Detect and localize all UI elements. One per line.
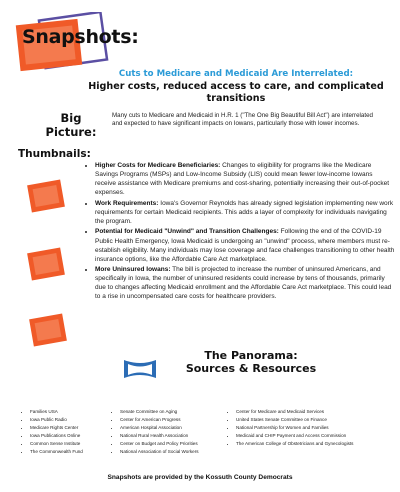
big-picture-label: Big Picture: xyxy=(45,111,97,139)
item-text: Changes to eligibility for programs like the Medicare Savings Programs (MSPs) and Low-Income Subsidy (LIS) could mean fewer low-income Iowans receive assistance with Medicare premiums and cost-sharing, potentially increasing their out-of-pocket expenses. xyxy=(95,162,390,197)
list-item: • National Association of Social Workers xyxy=(120,448,230,456)
list-item xyxy=(95,227,395,263)
resources-column-3 xyxy=(228,408,400,448)
list-item: • Families USA xyxy=(30,408,112,416)
panorama-icon xyxy=(120,354,160,384)
headline: Higher costs, reduced access to care, and complicated transitions xyxy=(88,81,384,104)
panorama-title-line2: Sources & Resources xyxy=(185,361,317,375)
photo-icon xyxy=(24,310,74,352)
list-item xyxy=(95,161,395,197)
list-item: • Center for Medicare and Medicaid Services xyxy=(236,408,400,416)
photo-icon xyxy=(22,176,72,218)
resources-column-2 xyxy=(112,408,230,455)
list-item: • Center on Budget and Policy Priorities xyxy=(120,440,230,448)
item-title: Potential for Medicaid "Unwind" and Transition Challenges: xyxy=(95,228,279,236)
list-item: • Medicare Rights Center xyxy=(30,424,112,432)
resources-column-1 xyxy=(22,408,112,455)
panorama-title xyxy=(166,350,336,375)
list-item: • The Commonwealth Fund xyxy=(30,448,112,456)
list-item: • Common Sense Institute xyxy=(30,440,112,448)
list-item: • National Rural Health Association xyxy=(120,432,230,440)
list-item xyxy=(95,199,395,226)
item-text: The bill is projected to increase the number of uninsured Americans, and specifically in Iowa, the number of uninsured residents could increase by tens of thousands, primarily due to changes affecting Medicaid enrollment and the Affordable Care Act marketplace. This could lead to a rise in uncompensated care costs for healthcare providers. xyxy=(95,266,392,301)
big-picture-text: Many cuts to Medicare and Medicaid in H.R. 1 ("The One Big Beautiful Bill Act") are interrelated and expected to have significant impacts on Iowans, particularly those with lower incomes. xyxy=(112,112,373,128)
list-item: • National Partnership for Women and Families xyxy=(236,424,400,432)
photo-icon xyxy=(22,244,72,286)
list-item: • United States Senate Committee on Finance xyxy=(236,416,400,424)
item-text: Iowa's Governor Reynolds has already signed legislation implementing new work requirements for certain Medicaid recipients. This adds a layer of complexity for individuals navigating the program. xyxy=(95,199,394,225)
list-item: • Iowa Publications Online xyxy=(30,432,112,440)
list-item: • The American College of Obstetricians and Gynecologists xyxy=(236,440,400,448)
item-text: Following the end of the COVID-19 Public Health Emergency, Iowa Medicaid is undergoing an "unwind" process, where members must re-establish eligibility. Many individuals may lose coverage and face challenges transitioning to other health insurance options, like the Affordable Care Act marketplace. xyxy=(95,228,395,263)
list-item: • Iowa Public Radio xyxy=(30,416,112,424)
panorama-title-line1: The Panorama: xyxy=(204,349,298,362)
list-item: • Center for American Progress xyxy=(120,416,230,424)
subtitle: Cuts to Medicare and Medicaid Are Interrelated: xyxy=(118,69,354,79)
thumbnails-label: Thumbnails: xyxy=(18,148,91,160)
item-title: More Uninsured Iowans: xyxy=(95,266,171,274)
logo-text: Snapshots: xyxy=(22,26,139,48)
list-item: • Medicaid and CHIP Payment and Access Commission xyxy=(236,432,400,440)
list-item: • American Hospital Association xyxy=(120,424,230,432)
list-item: • Senate Committee on Aging xyxy=(120,408,230,416)
list-item xyxy=(95,265,395,301)
footer-credit: Snapshots are provided by the Kossuth County Democrats xyxy=(107,474,293,481)
item-title: Higher Costs for Medicare Beneficiaries: xyxy=(95,162,221,169)
thumbnails-list xyxy=(84,161,395,303)
item-title: Work Requirements: xyxy=(95,199,159,207)
